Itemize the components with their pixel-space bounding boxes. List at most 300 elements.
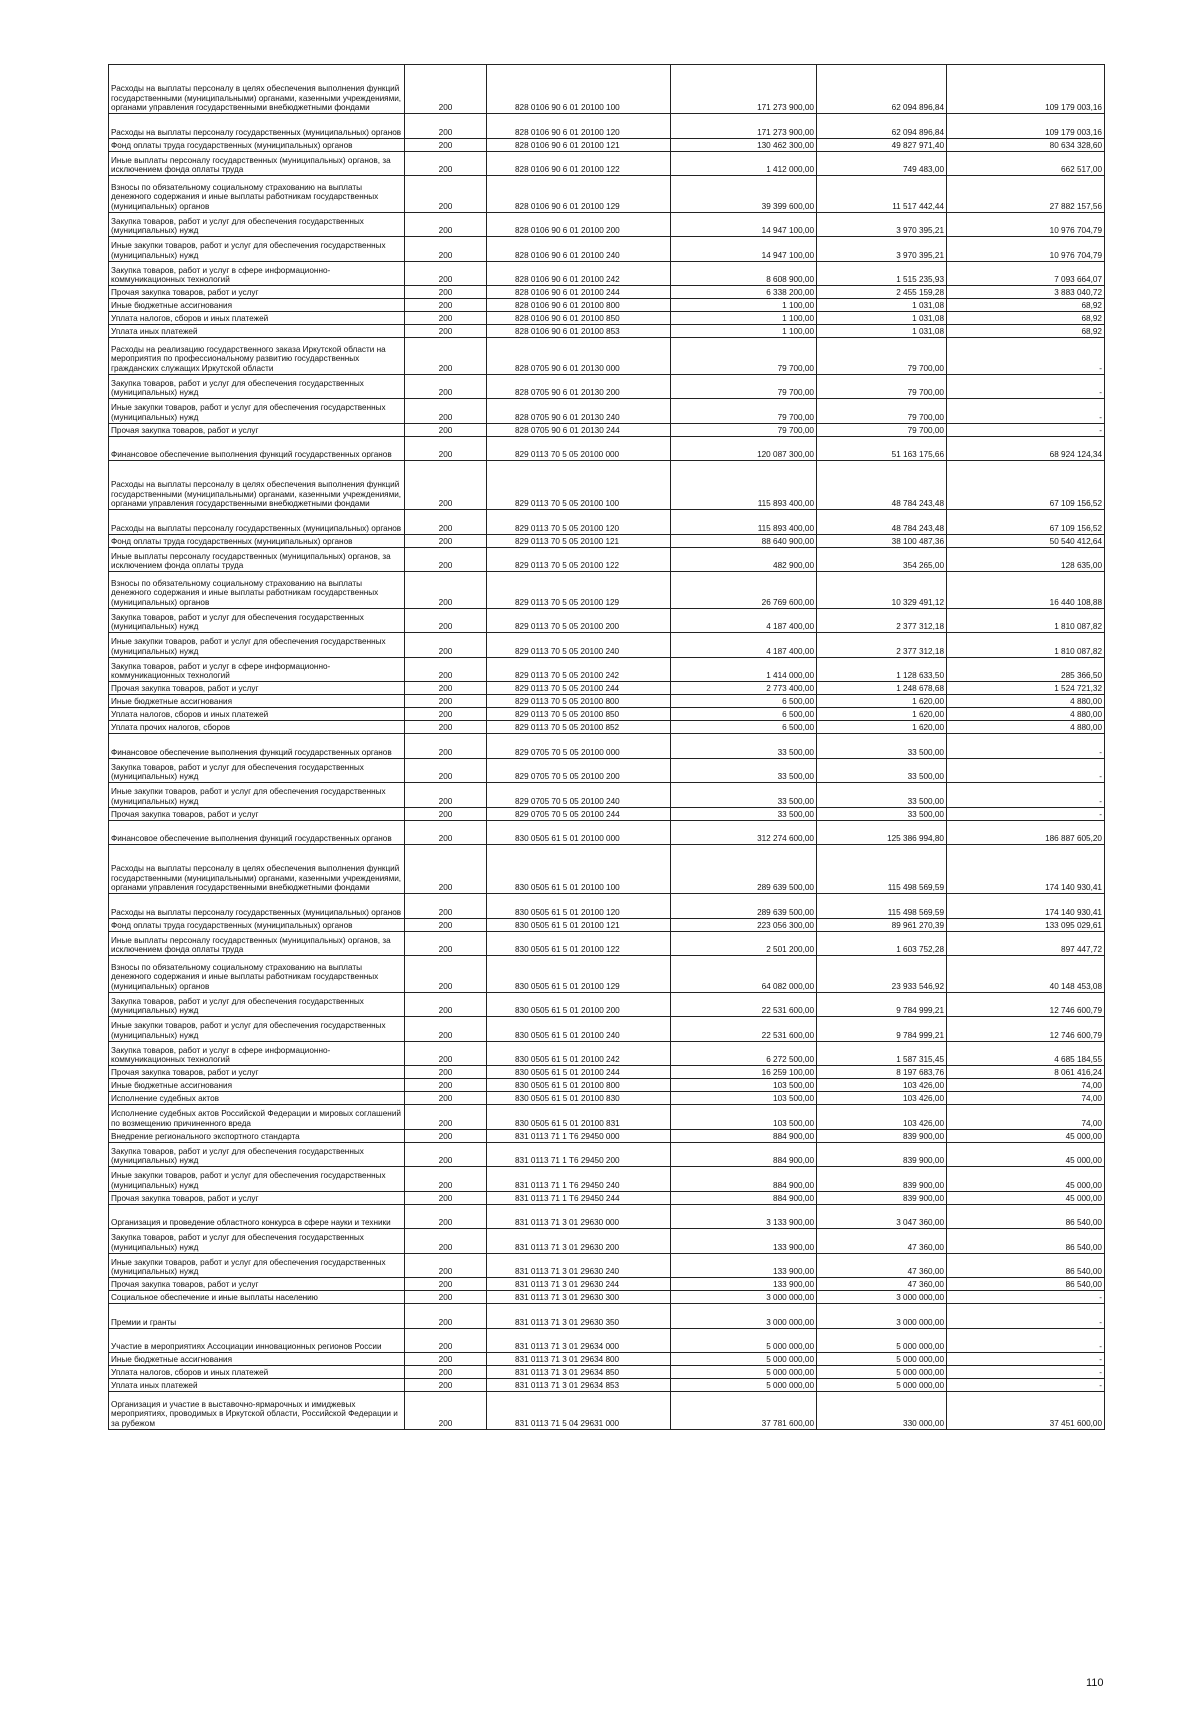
row-code: 200 xyxy=(405,820,487,845)
table-row xyxy=(109,1129,1105,1142)
row-approved: 4 187 400,00 xyxy=(671,633,817,658)
row-name: Расходы на выплаты персоналу государственных (муниципальных) органов xyxy=(109,114,405,139)
row-code: 200 xyxy=(405,845,487,894)
row-name: Иные закупки товаров, работ и услуг для обеспечения государственных (муниципальных) нужд xyxy=(109,399,405,424)
row-name: Уплата иных платежей xyxy=(109,1379,405,1392)
row-kbk: 831 0113 71 1 Т6 29450 240 xyxy=(487,1167,671,1192)
row-name: Исполнение судебных актов Российской Федерации и мировых соглашений по возмещению причиненного вреда xyxy=(109,1105,405,1130)
row-executed: 1 603 752,28 xyxy=(817,931,947,956)
row-kbk: 829 0113 70 5 05 20100 129 xyxy=(487,572,671,609)
row-code: 200 xyxy=(405,237,487,262)
row-unexecuted: 67 109 156,52 xyxy=(947,461,1105,510)
table-row xyxy=(109,1079,1105,1092)
row-kbk: 828 0705 90 6 01 20130 200 xyxy=(487,374,671,399)
row-name: Иные бюджетные ассигнования xyxy=(109,1079,405,1092)
row-code: 200 xyxy=(405,1353,487,1366)
row-code: 200 xyxy=(405,1017,487,1042)
row-code: 200 xyxy=(405,65,487,114)
table-row xyxy=(109,1366,1105,1379)
row-unexecuted: 86 540,00 xyxy=(947,1204,1105,1229)
table-row xyxy=(109,918,1105,931)
row-approved: 171 273 900,00 xyxy=(671,65,817,114)
row-kbk: 829 0113 70 5 05 20100 852 xyxy=(487,721,671,734)
row-name: Фонд оплаты труда государственных (муниципальных) органов xyxy=(109,534,405,547)
row-executed: 1 587 315,45 xyxy=(817,1041,947,1066)
row-approved: 79 700,00 xyxy=(671,399,817,424)
row-kbk: 829 0113 70 5 05 20100 240 xyxy=(487,633,671,658)
row-approved: 884 900,00 xyxy=(671,1142,817,1167)
row-unexecuted: 7 093 664,07 xyxy=(947,261,1105,286)
row-executed: 10 329 491,12 xyxy=(817,572,947,609)
row-executed: 48 784 243,48 xyxy=(817,510,947,535)
table-row xyxy=(109,114,1105,139)
row-unexecuted: 16 440 108,88 xyxy=(947,572,1105,609)
row-unexecuted: 897 447,72 xyxy=(947,931,1105,956)
row-kbk: 829 0113 70 5 05 20100 244 xyxy=(487,682,671,695)
row-name: Иные выплаты персоналу государственных (муниципальных) органов, за исключением фонда оплаты труда xyxy=(109,931,405,956)
row-executed: 48 784 243,48 xyxy=(817,461,947,510)
table-row xyxy=(109,138,1105,151)
row-unexecuted: 37 451 600,00 xyxy=(947,1392,1105,1430)
row-code: 200 xyxy=(405,510,487,535)
row-approved: 5 000 000,00 xyxy=(671,1379,817,1392)
row-unexecuted: 45 000,00 xyxy=(947,1142,1105,1167)
row-unexecuted: 1 524 721,32 xyxy=(947,682,1105,695)
row-code: 200 xyxy=(405,138,487,151)
row-unexecuted: - xyxy=(947,423,1105,436)
row-name: Организация и проведение областного конкурса в сфере науки и техники xyxy=(109,1204,405,1229)
table-row xyxy=(109,708,1105,721)
row-executed: 47 360,00 xyxy=(817,1253,947,1278)
row-code: 200 xyxy=(405,1041,487,1066)
row-executed: 51 163 175,66 xyxy=(817,436,947,461)
row-approved: 103 500,00 xyxy=(671,1105,817,1130)
table-row xyxy=(109,1353,1105,1366)
row-executed: 47 360,00 xyxy=(817,1278,947,1291)
row-executed: 79 700,00 xyxy=(817,374,947,399)
row-code: 200 xyxy=(405,1167,487,1192)
row-code: 200 xyxy=(405,1253,487,1278)
row-code: 200 xyxy=(405,1204,487,1229)
row-code: 200 xyxy=(405,1379,487,1392)
row-approved: 3 000 000,00 xyxy=(671,1291,817,1304)
table-row xyxy=(109,758,1105,783)
table-row xyxy=(109,299,1105,312)
row-code: 200 xyxy=(405,1129,487,1142)
row-code: 200 xyxy=(405,708,487,721)
row-approved: 884 900,00 xyxy=(671,1191,817,1204)
row-code: 200 xyxy=(405,695,487,708)
row-kbk: 828 0106 90 6 01 20100 200 xyxy=(487,212,671,237)
row-approved: 482 900,00 xyxy=(671,547,817,572)
row-name: Закупка товаров, работ и услуг в сфере информационно-коммуникационных технологий xyxy=(109,657,405,682)
table-row xyxy=(109,956,1105,993)
row-code: 200 xyxy=(405,338,487,375)
table-row xyxy=(109,721,1105,734)
row-name: Расходы на выплаты персоналу государственных (муниципальных) органов xyxy=(109,894,405,919)
row-approved: 37 781 600,00 xyxy=(671,1392,817,1430)
row-name: Прочая закупка товаров, работ и услуг xyxy=(109,286,405,299)
row-name: Организация и участие в выставочно-ярмарочных и имиджевых мероприятиях, проводимых в Иркутской области, Российской Федерации и за рубежом xyxy=(109,1392,405,1430)
row-name: Премии и гранты xyxy=(109,1304,405,1329)
row-unexecuted: - xyxy=(947,399,1105,424)
table-row xyxy=(109,151,1105,176)
row-executed: 2 455 159,28 xyxy=(817,286,947,299)
row-executed: 354 265,00 xyxy=(817,547,947,572)
row-name: Иные закупки товаров, работ и услуг для обеспечения государственных (муниципальных) нужд xyxy=(109,633,405,658)
row-kbk: 829 0705 70 5 05 20100 000 xyxy=(487,734,671,759)
row-unexecuted: 109 179 003,16 xyxy=(947,114,1105,139)
row-code: 200 xyxy=(405,807,487,820)
row-unexecuted: 8 061 416,24 xyxy=(947,1066,1105,1079)
row-unexecuted: 74,00 xyxy=(947,1079,1105,1092)
row-unexecuted: 1 810 087,82 xyxy=(947,608,1105,633)
row-unexecuted: 45 000,00 xyxy=(947,1167,1105,1192)
row-approved: 1 100,00 xyxy=(671,299,817,312)
table-row xyxy=(109,783,1105,808)
row-code: 200 xyxy=(405,657,487,682)
row-unexecuted: - xyxy=(947,1366,1105,1379)
row-approved: 8 608 900,00 xyxy=(671,261,817,286)
row-kbk: 828 0106 90 6 01 20100 240 xyxy=(487,237,671,262)
table-row xyxy=(109,1191,1105,1204)
row-code: 200 xyxy=(405,325,487,338)
row-approved: 22 531 600,00 xyxy=(671,992,817,1017)
row-kbk: 831 0113 71 3 01 29630 300 xyxy=(487,1291,671,1304)
row-kbk: 831 0113 71 3 01 29634 850 xyxy=(487,1366,671,1379)
row-approved: 2 773 400,00 xyxy=(671,682,817,695)
table-row xyxy=(109,657,1105,682)
row-name: Уплата налогов, сборов и иных платежей xyxy=(109,312,405,325)
row-unexecuted: 10 976 704,79 xyxy=(947,212,1105,237)
row-code: 200 xyxy=(405,1304,487,1329)
row-unexecuted: - xyxy=(947,1353,1105,1366)
row-code: 200 xyxy=(405,312,487,325)
row-kbk: 829 0113 70 5 05 20100 121 xyxy=(487,534,671,547)
row-unexecuted: 80 634 328,60 xyxy=(947,138,1105,151)
row-unexecuted: - xyxy=(947,783,1105,808)
table-row xyxy=(109,1066,1105,1079)
row-kbk: 828 0106 90 6 01 20100 850 xyxy=(487,312,671,325)
row-unexecuted: 133 095 029,61 xyxy=(947,918,1105,931)
row-approved: 133 900,00 xyxy=(671,1229,817,1254)
row-executed: 839 900,00 xyxy=(817,1129,947,1142)
row-executed: 23 933 546,92 xyxy=(817,956,947,993)
row-kbk: 830 0505 61 5 01 20100 830 xyxy=(487,1092,671,1105)
row-kbk: 828 0106 90 6 01 20100 120 xyxy=(487,114,671,139)
row-kbk: 830 0505 61 5 01 20100 242 xyxy=(487,1041,671,1066)
row-approved: 289 639 500,00 xyxy=(671,894,817,919)
row-approved: 5 000 000,00 xyxy=(671,1366,817,1379)
row-code: 200 xyxy=(405,1066,487,1079)
row-executed: 33 500,00 xyxy=(817,758,947,783)
row-unexecuted: 109 179 003,16 xyxy=(947,65,1105,114)
row-code: 200 xyxy=(405,151,487,176)
table-row xyxy=(109,1379,1105,1392)
row-unexecuted: 68 924 124,34 xyxy=(947,436,1105,461)
row-approved: 6 500,00 xyxy=(671,708,817,721)
row-kbk: 828 0705 90 6 01 20130 000 xyxy=(487,338,671,375)
row-code: 200 xyxy=(405,212,487,237)
row-unexecuted: 68,92 xyxy=(947,325,1105,338)
row-code: 200 xyxy=(405,1229,487,1254)
row-unexecuted: - xyxy=(947,1379,1105,1392)
row-code: 200 xyxy=(405,956,487,993)
row-name: Прочая закупка товаров, работ и услуг xyxy=(109,682,405,695)
row-unexecuted: 174 140 930,41 xyxy=(947,845,1105,894)
row-code: 200 xyxy=(405,461,487,510)
row-unexecuted: 50 540 412,64 xyxy=(947,534,1105,547)
row-code: 200 xyxy=(405,894,487,919)
row-code: 200 xyxy=(405,608,487,633)
row-kbk: 829 0113 70 5 05 20100 122 xyxy=(487,547,671,572)
row-kbk: 830 0505 61 5 01 20100 831 xyxy=(487,1105,671,1130)
row-name: Иные бюджетные ассигнования xyxy=(109,1353,405,1366)
row-kbk: 831 0113 71 3 01 29634 853 xyxy=(487,1379,671,1392)
row-name: Закупка товаров, работ и услуг для обеспечения государственных (муниципальных) нужд xyxy=(109,212,405,237)
table-row xyxy=(109,399,1105,424)
table-row xyxy=(109,286,1105,299)
table-row xyxy=(109,65,1105,114)
row-executed: 2 377 312,18 xyxy=(817,608,947,633)
row-approved: 884 900,00 xyxy=(671,1167,817,1192)
row-executed: 3 970 395,21 xyxy=(817,212,947,237)
row-code: 200 xyxy=(405,633,487,658)
row-unexecuted: 1 810 087,82 xyxy=(947,633,1105,658)
row-approved: 1 414 000,00 xyxy=(671,657,817,682)
row-executed: 89 961 270,39 xyxy=(817,918,947,931)
row-kbk: 828 0705 90 6 01 20130 244 xyxy=(487,423,671,436)
row-executed: 9 784 999,21 xyxy=(817,1017,947,1042)
table-row xyxy=(109,1142,1105,1167)
row-name: Взносы по обязательному социальному страхованию на выплаты денежного содержания и иные выплаты работникам государственных (муниципальных) органов xyxy=(109,956,405,993)
table-row xyxy=(109,807,1105,820)
row-unexecuted: 68,92 xyxy=(947,299,1105,312)
row-executed: 47 360,00 xyxy=(817,1229,947,1254)
table-row xyxy=(109,1278,1105,1291)
row-kbk: 830 0505 61 5 01 20100 240 xyxy=(487,1017,671,1042)
row-executed: 9 784 999,21 xyxy=(817,992,947,1017)
row-kbk: 828 0106 90 6 01 20100 800 xyxy=(487,299,671,312)
row-approved: 26 769 600,00 xyxy=(671,572,817,609)
row-name: Прочая закупка товаров, работ и услуг xyxy=(109,807,405,820)
table-row xyxy=(109,261,1105,286)
row-approved: 171 273 900,00 xyxy=(671,114,817,139)
row-name: Закупка товаров, работ и услуг в сфере информационно-коммуникационных технологий xyxy=(109,1041,405,1066)
table-row xyxy=(109,461,1105,510)
row-name: Уплата прочих налогов, сборов xyxy=(109,721,405,734)
row-executed: 1 031,08 xyxy=(817,312,947,325)
row-name: Иные бюджетные ассигнования xyxy=(109,299,405,312)
row-name: Финансовое обеспечение выполнения функций государственных органов xyxy=(109,436,405,461)
row-executed: 5 000 000,00 xyxy=(817,1379,947,1392)
table-row xyxy=(109,1392,1105,1430)
row-approved: 1 100,00 xyxy=(671,325,817,338)
row-code: 200 xyxy=(405,423,487,436)
row-approved: 5 000 000,00 xyxy=(671,1328,817,1353)
row-code: 200 xyxy=(405,1328,487,1353)
row-approved: 3 000 000,00 xyxy=(671,1304,817,1329)
row-unexecuted: 74,00 xyxy=(947,1105,1105,1130)
row-kbk: 830 0505 61 5 01 20100 100 xyxy=(487,845,671,894)
table-row xyxy=(109,1291,1105,1304)
row-code: 200 xyxy=(405,176,487,213)
row-approved: 1 412 000,00 xyxy=(671,151,817,176)
row-kbk: 831 0113 71 3 01 29634 800 xyxy=(487,1353,671,1366)
table-row xyxy=(109,633,1105,658)
row-kbk: 829 0113 70 5 05 20100 100 xyxy=(487,461,671,510)
row-kbk: 831 0113 71 3 01 29630 200 xyxy=(487,1229,671,1254)
row-executed: 3 000 000,00 xyxy=(817,1291,947,1304)
row-code: 200 xyxy=(405,114,487,139)
row-executed: 125 386 994,80 xyxy=(817,820,947,845)
row-kbk: 828 0705 90 6 01 20130 240 xyxy=(487,399,671,424)
row-executed: 62 094 896,84 xyxy=(817,114,947,139)
row-unexecuted: - xyxy=(947,1328,1105,1353)
table-row xyxy=(109,1304,1105,1329)
row-approved: 133 900,00 xyxy=(671,1278,817,1291)
row-code: 200 xyxy=(405,547,487,572)
row-name: Иные выплаты персоналу государственных (муниципальных) органов, за исключением фонда оплаты труда xyxy=(109,151,405,176)
budget-execution-table xyxy=(108,64,1105,1430)
row-approved: 884 900,00 xyxy=(671,1129,817,1142)
row-approved: 16 259 100,00 xyxy=(671,1066,817,1079)
row-name: Участие в мероприятиях Ассоциации инновационных регионов России xyxy=(109,1328,405,1353)
row-executed: 5 000 000,00 xyxy=(817,1328,947,1353)
table-row xyxy=(109,682,1105,695)
row-executed: 115 498 569,59 xyxy=(817,845,947,894)
row-name: Финансовое обеспечение выполнения функций государственных органов xyxy=(109,734,405,759)
row-approved: 14 947 100,00 xyxy=(671,237,817,262)
row-kbk: 831 0113 71 3 01 29630 000 xyxy=(487,1204,671,1229)
row-name: Фонд оплаты труда государственных (муниципальных) органов xyxy=(109,138,405,151)
row-name: Расходы на выплаты персоналу в целях обеспечения выполнения функций государственными (муниципальными) органами, казенными учреждениями, органами управления государственными внебюджетными фондами xyxy=(109,461,405,510)
row-name: Прочая закупка товаров, работ и услуг xyxy=(109,1191,405,1204)
row-code: 200 xyxy=(405,992,487,1017)
row-name: Иные закупки товаров, работ и услуг для обеспечения государственных (муниципальных) нужд xyxy=(109,1167,405,1192)
row-kbk: 829 0705 70 5 05 20100 200 xyxy=(487,758,671,783)
row-name: Внедрение регионального экспортного стандарта xyxy=(109,1129,405,1142)
row-kbk: 829 0113 70 5 05 20100 000 xyxy=(487,436,671,461)
table-row xyxy=(109,1253,1105,1278)
row-approved: 115 893 400,00 xyxy=(671,510,817,535)
row-kbk: 828 0106 90 6 01 20100 242 xyxy=(487,261,671,286)
row-approved: 33 500,00 xyxy=(671,734,817,759)
row-kbk: 830 0505 61 5 01 20100 129 xyxy=(487,956,671,993)
row-kbk: 830 0505 61 5 01 20100 200 xyxy=(487,992,671,1017)
row-name: Закупка товаров, работ и услуг для обеспечения государственных (муниципальных) нужд xyxy=(109,1142,405,1167)
row-code: 200 xyxy=(405,758,487,783)
row-unexecuted: 68,92 xyxy=(947,312,1105,325)
row-kbk: 828 0106 90 6 01 20100 853 xyxy=(487,325,671,338)
table-row xyxy=(109,436,1105,461)
row-executed: 38 100 487,36 xyxy=(817,534,947,547)
table-row xyxy=(109,1204,1105,1229)
row-unexecuted: 45 000,00 xyxy=(947,1129,1105,1142)
table-row xyxy=(109,423,1105,436)
row-name: Расходы на выплаты персоналу в целях обеспечения выполнения функций государственными (муниципальными) органами, казенными учреждениями, органами управления государственными внебюджетными фондами xyxy=(109,65,405,114)
row-name: Уплата налогов, сборов и иных платежей xyxy=(109,1366,405,1379)
row-executed: 839 900,00 xyxy=(817,1142,947,1167)
row-approved: 4 187 400,00 xyxy=(671,608,817,633)
row-approved: 289 639 500,00 xyxy=(671,845,817,894)
row-approved: 33 500,00 xyxy=(671,758,817,783)
table-row xyxy=(109,1017,1105,1042)
row-unexecuted: 40 148 453,08 xyxy=(947,956,1105,993)
row-executed: 33 500,00 xyxy=(817,783,947,808)
row-name: Иные бюджетные ассигнования xyxy=(109,695,405,708)
row-unexecuted: - xyxy=(947,1291,1105,1304)
table-row xyxy=(109,572,1105,609)
row-executed: 3 970 395,21 xyxy=(817,237,947,262)
table-row xyxy=(109,176,1105,213)
row-kbk: 828 0106 90 6 01 20100 100 xyxy=(487,65,671,114)
row-unexecuted: 4 880,00 xyxy=(947,708,1105,721)
row-approved: 3 133 900,00 xyxy=(671,1204,817,1229)
row-kbk: 829 0113 70 5 05 20100 200 xyxy=(487,608,671,633)
row-unexecuted: - xyxy=(947,338,1105,375)
row-kbk: 829 0705 70 5 05 20100 240 xyxy=(487,783,671,808)
row-approved: 5 000 000,00 xyxy=(671,1353,817,1366)
row-name: Закупка товаров, работ и услуг для обеспечения государственных (муниципальных) нужд xyxy=(109,992,405,1017)
row-executed: 1 031,08 xyxy=(817,325,947,338)
row-code: 200 xyxy=(405,682,487,695)
row-unexecuted: 3 883 040,72 xyxy=(947,286,1105,299)
row-approved: 120 087 300,00 xyxy=(671,436,817,461)
row-kbk: 828 0106 90 6 01 20100 121 xyxy=(487,138,671,151)
table-row xyxy=(109,1105,1105,1130)
row-name: Прочая закупка товаров, работ и услуг xyxy=(109,1066,405,1079)
row-name: Исполнение судебных актов xyxy=(109,1092,405,1105)
row-executed: 330 000,00 xyxy=(817,1392,947,1430)
row-approved: 103 500,00 xyxy=(671,1092,817,1105)
row-approved: 79 700,00 xyxy=(671,338,817,375)
table-row xyxy=(109,1229,1105,1254)
table-row xyxy=(109,312,1105,325)
row-code: 200 xyxy=(405,1191,487,1204)
row-executed: 8 197 683,76 xyxy=(817,1066,947,1079)
row-unexecuted: 10 976 704,79 xyxy=(947,237,1105,262)
row-name: Расходы на выплаты персоналу в целях обеспечения выполнения функций государственными (муниципальными) органами, казенными учреждениями, органами управления государственными внебюджетными фондами xyxy=(109,845,405,894)
table-row xyxy=(109,547,1105,572)
row-name: Расходы на выплаты персоналу государственных (муниципальных) органов xyxy=(109,510,405,535)
row-executed: 79 700,00 xyxy=(817,338,947,375)
row-unexecuted: 4 880,00 xyxy=(947,695,1105,708)
row-kbk: 830 0505 61 5 01 20100 121 xyxy=(487,918,671,931)
row-approved: 1 100,00 xyxy=(671,312,817,325)
row-unexecuted: 128 635,00 xyxy=(947,547,1105,572)
row-kbk: 831 0113 71 3 01 29630 244 xyxy=(487,1278,671,1291)
row-kbk: 831 0113 71 5 04 29631 000 xyxy=(487,1392,671,1430)
row-unexecuted: 174 140 930,41 xyxy=(947,894,1105,919)
table-row xyxy=(109,695,1105,708)
row-name: Иные закупки товаров, работ и услуг для обеспечения государственных (муниципальных) нужд xyxy=(109,783,405,808)
row-code: 200 xyxy=(405,721,487,734)
row-name: Иные закупки товаров, работ и услуг для обеспечения государственных (муниципальных) нужд xyxy=(109,237,405,262)
row-approved: 22 531 600,00 xyxy=(671,1017,817,1042)
row-name: Уплата иных платежей xyxy=(109,325,405,338)
row-approved: 6 500,00 xyxy=(671,721,817,734)
table-row xyxy=(109,1328,1105,1353)
row-executed: 49 827 971,40 xyxy=(817,138,947,151)
row-code: 200 xyxy=(405,1079,487,1092)
row-unexecuted: 12 746 600,79 xyxy=(947,992,1105,1017)
row-executed: 62 094 896,84 xyxy=(817,65,947,114)
row-code: 200 xyxy=(405,374,487,399)
row-kbk: 830 0505 61 5 01 20100 800 xyxy=(487,1079,671,1092)
row-approved: 133 900,00 xyxy=(671,1253,817,1278)
row-code: 200 xyxy=(405,261,487,286)
